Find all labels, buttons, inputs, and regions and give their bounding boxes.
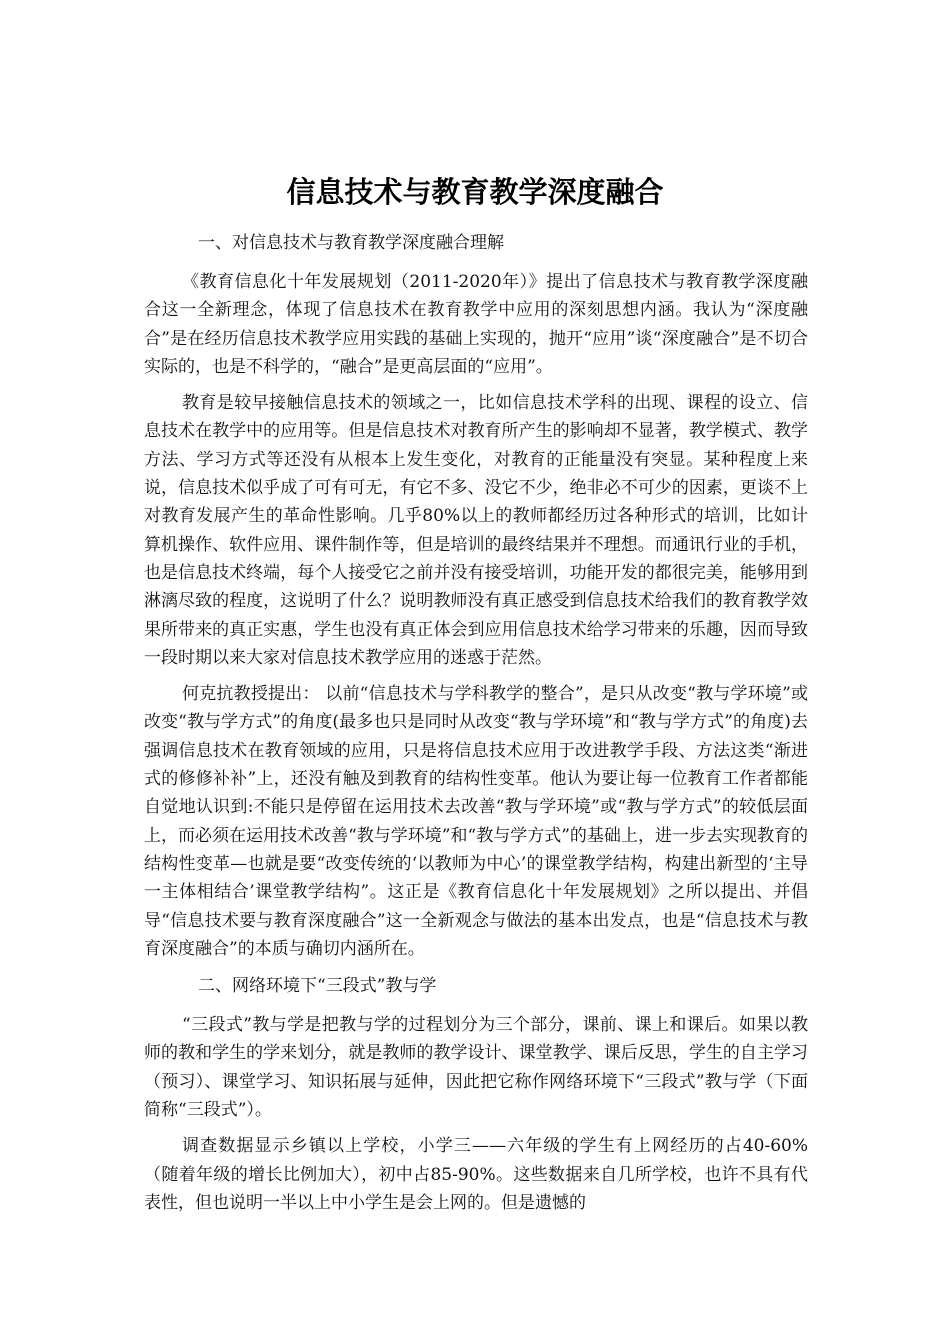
document-title: 信息技术与教育教学深度融合 [286, 175, 664, 209]
document-body [144, 228, 808, 1225]
paragraph: 何克抗教授提出： 以前“信息技术与学科教学的整合”，是只从改变“教与学环境”或改变“教与学方式”的角度(最多也只是同时从改变“教与学环境”和“教与学方式”的角度)去强调信息技术在教育领域的应用，只是将信息技术应用于改进教学手段、方法这类“渐进式的修修补补”上，还没有触及到教育的结构性变革。他认为要让每一位教育工作者都能自觉地认识到:不能只是停留在运用技术去改善“教与学环境”或“教与学方式”的较低层面上，而必须在运用技术改善“教与学环境”和“教与学方式”的基础上，进一步去实现教育的结构性变革—也就是要“改变传统的‘以教师为中心’的课堂教学结构，构建出新型的‘主导一主体相结合’课堂教学结构”。这正是《教育信息化十年发展规划》之所以提出、并倡导“信息技术要与教育深度融合”这一全新观念与做法的基本出发点，也是“信息技术与教育深度融合”的本质与确切内涵所在。 [144, 684, 808, 959]
section-heading-2: 二、网络环境下“三段式”教与学 [198, 976, 437, 997]
section-heading-1: 一、对信息技术与教育教学深度融合理解 [198, 233, 504, 253]
paragraph: 《教育信息化十年发展规划（2011-2020年）》提出了信息技术与教育教学深度融合这一全新理念，体现了信息技术在教育教学中应用的深刻思想内涵。我认为“深度融合”是在经历信息技术教学应用实践的基础上实现的，抛开“应用”谈“深度融合”是不切合实际的，也是不科学的，“融合”是更高层面的“应用”。 [144, 272, 808, 377]
paragraph: 教育是较早接触信息技术的领域之一，比如信息技术学科的出现、课程的设立、信息技术在教学中的应用等。但是信息技术对教育所产生的影响却不显著，教学模式、教学方法、学习方式等还没有从根本上发生变化，对教育的正能量没有突显。某种程度上来说，信息技术似乎成了可有可无，有它不多、没它不少，绝非必不可少的因素，更谈不上对教育发展产生的革命性影响。几乎80%以上的教师都经历过各种形式的培训，比如计算机操作、软件应用、课件制作等，但是培训的最终结果并不理想。而通讯行业的手机，也是信息技术终端，每个人接受它之前并没有接受培训，功能开发的都很完美，能够用到淋漓尽致的程度，这说明了什么？说明教师没有真正感受到信息技术给我们的教育教学效果所带来的真正实惠，学生也没有真正体会到应用信息技术给学习带来的乐趣，因而导致一段时期以来大家对信息技术教学应用的迷惑于茫然。 [144, 393, 808, 668]
paragraph: “三段式”教与学是把教与学的过程划分为三个部分，课前、课上和课后。如果以教师的教和学生的学来划分，就是教师的教学设计、课堂教学、课后反思，学生的自主学习（预习）、课堂学习、知识拓展与延伸，因此把它称作网络环境下“三段式”教与学（下面简称“三段式”）。 [144, 1015, 808, 1121]
paragraph: 调查数据显示乡镇以上学校，小学三——六年级的学生有上网经历的占40-60%（随着年级的增长比例加大），初中占85-90%。这些数据来自几所学校，也许不具有代表性，但也说明一半以上中小学生是会上网的。但是遗憾的 [144, 1136, 808, 1213]
